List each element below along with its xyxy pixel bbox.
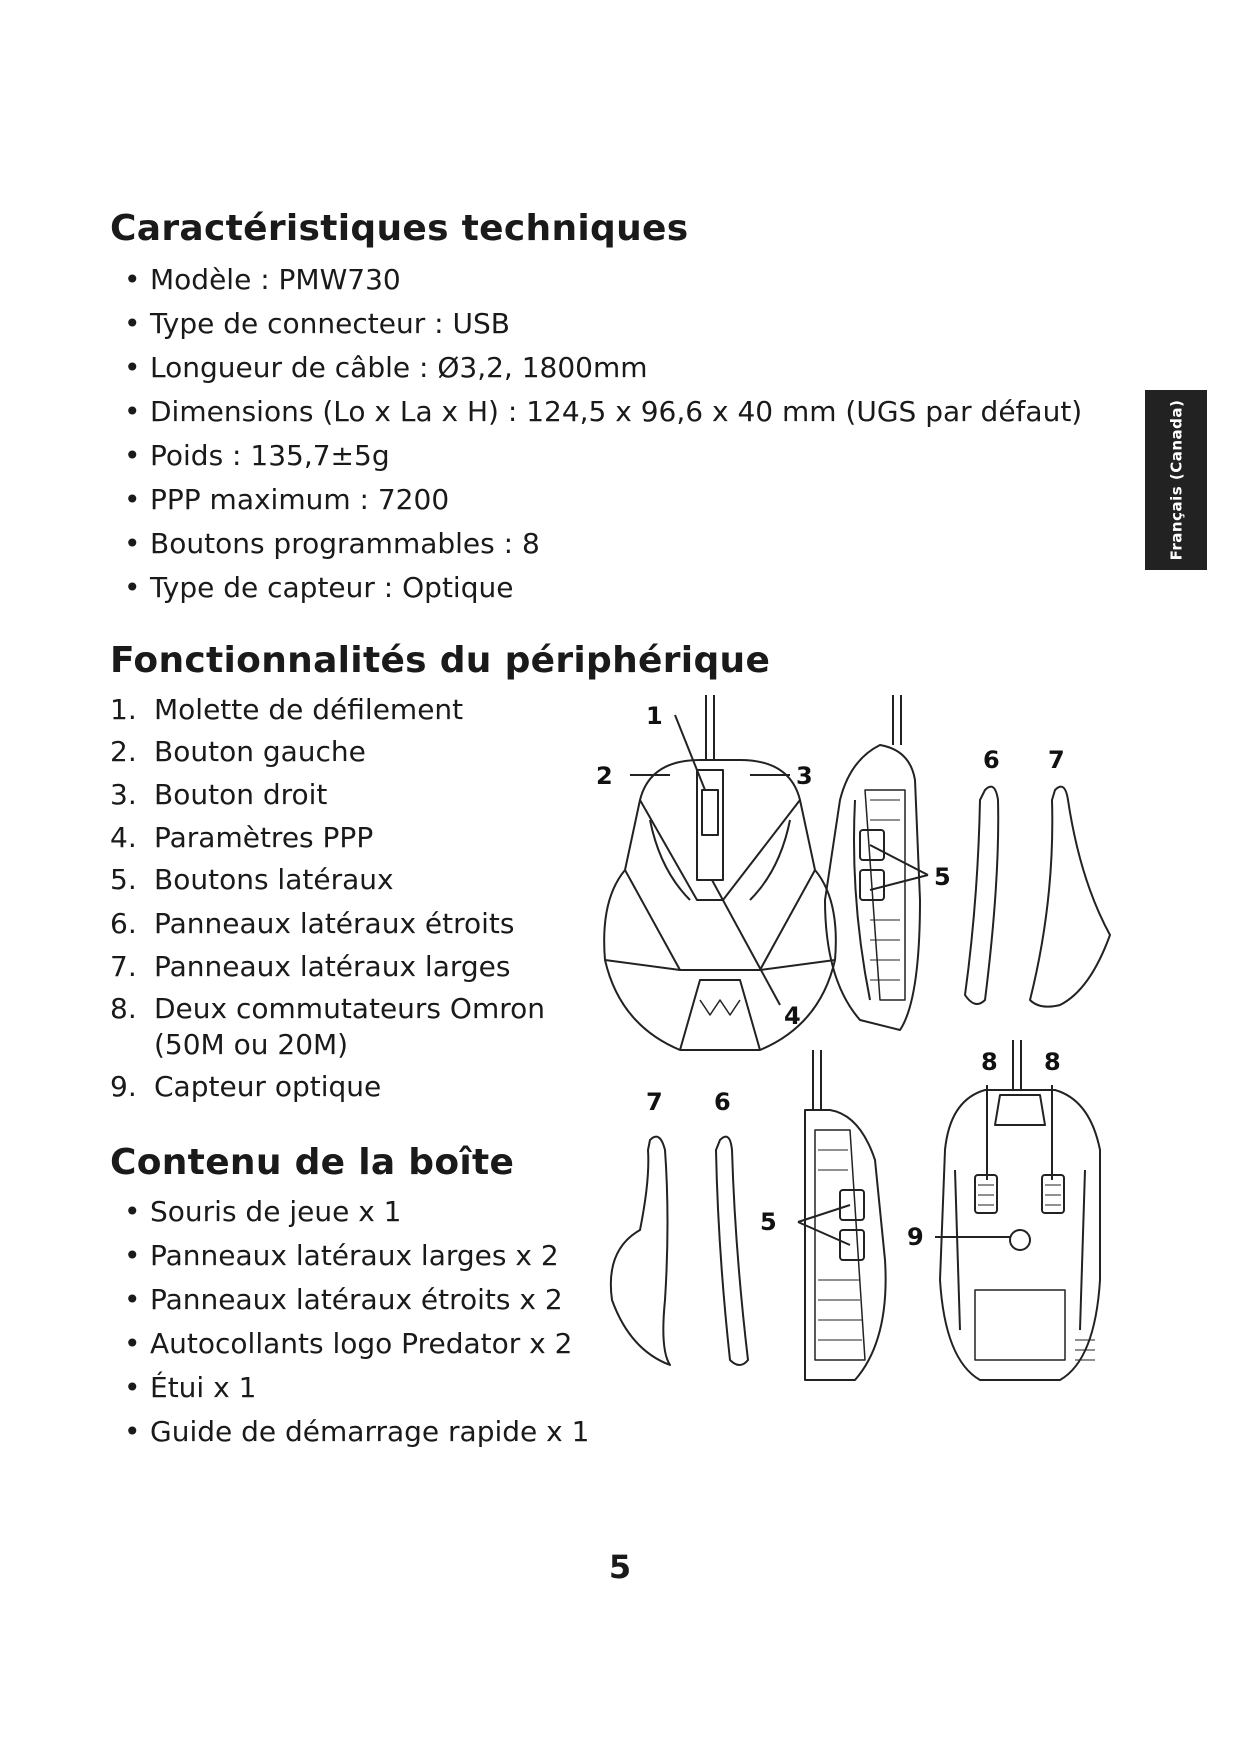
- callout-4: 4: [784, 1002, 801, 1030]
- callout-8: 8: [981, 1048, 998, 1076]
- list-item: 5. Boutons latéraux: [110, 863, 394, 896]
- narrow-panel-illustration: [965, 787, 998, 1004]
- mouse-top-view-illustration: [604, 695, 836, 1050]
- page-number: 5: [608, 1548, 632, 1586]
- callout-9: 9: [907, 1223, 924, 1251]
- list-item: • PPP maximum : 7200: [112, 478, 1082, 522]
- callout-1: 1: [646, 702, 663, 730]
- callout-7: 7: [646, 1088, 663, 1116]
- language-tab-label: Français (Canada): [1167, 399, 1186, 561]
- wide-panel-illustration: [1030, 787, 1110, 1007]
- list-item: 4. Paramètres PPP: [110, 821, 374, 854]
- callout-6: 6: [983, 746, 1000, 774]
- list-item: • Poids : 135,7±5g: [112, 434, 1082, 478]
- callout-7: 7: [1048, 746, 1065, 774]
- callout-leader-line: [675, 715, 705, 790]
- mouse-bottom-view-illustration: [940, 1040, 1100, 1380]
- list-item: 9. Capteur optique: [110, 1070, 382, 1103]
- list-item: • Panneaux latéraux larges x 2: [112, 1234, 589, 1278]
- list-item: 7. Panneaux latéraux larges: [110, 950, 511, 983]
- list-item: 1. Molette de défilement: [110, 693, 464, 726]
- list-item: • Guide de démarrage rapide x 1: [112, 1410, 589, 1454]
- list-item: • Étui x 1: [112, 1366, 589, 1410]
- list-item: • Dimensions (Lo x La x H) : 124,5 x 96,6 x 40 mm (UGS par défaut): [112, 390, 1082, 434]
- callout-3: 3: [796, 762, 813, 790]
- list-item: 6. Panneaux latéraux étroits: [110, 907, 515, 940]
- callout-5: 5: [934, 863, 951, 891]
- wide-panel-illustration: [611, 1137, 670, 1365]
- list-item: • Souris de jeue x 1: [112, 1190, 589, 1234]
- callout-8: 8: [1044, 1048, 1061, 1076]
- list-item: 2. Bouton gauche: [110, 735, 366, 768]
- callout-5: 5: [760, 1208, 777, 1236]
- list-item: • Longueur de câble : Ø3,2, 1800mm: [112, 346, 1082, 390]
- list-item: • Type de capteur : Optique: [112, 566, 1082, 610]
- callout-leader-line: [712, 880, 780, 1005]
- list-item: • Panneaux latéraux étroits x 2: [112, 1278, 589, 1322]
- callout-6: 6: [714, 1088, 731, 1116]
- list-item: • Autocollants logo Predator x 2: [112, 1322, 589, 1366]
- list-item: • Modèle : PMW730: [112, 258, 1082, 302]
- callout-2: 2: [596, 762, 613, 790]
- callout-leader-line: [987, 1085, 1052, 1180]
- specs-heading: Caractéristiques techniques: [110, 208, 689, 249]
- list-item: 8. Deux commutateurs Omron (50M ou 20M): [110, 992, 546, 1061]
- list-item: • Boutons programmables : 8: [112, 522, 1082, 566]
- list-item: • Type de connecteur : USB: [112, 302, 1082, 346]
- narrow-panel-illustration: [716, 1137, 748, 1365]
- features-heading: Fonctionnalités du périphérique: [110, 640, 771, 681]
- box-heading: Contenu de la boîte: [110, 1142, 515, 1183]
- list-item: 3. Bouton droit: [110, 778, 328, 811]
